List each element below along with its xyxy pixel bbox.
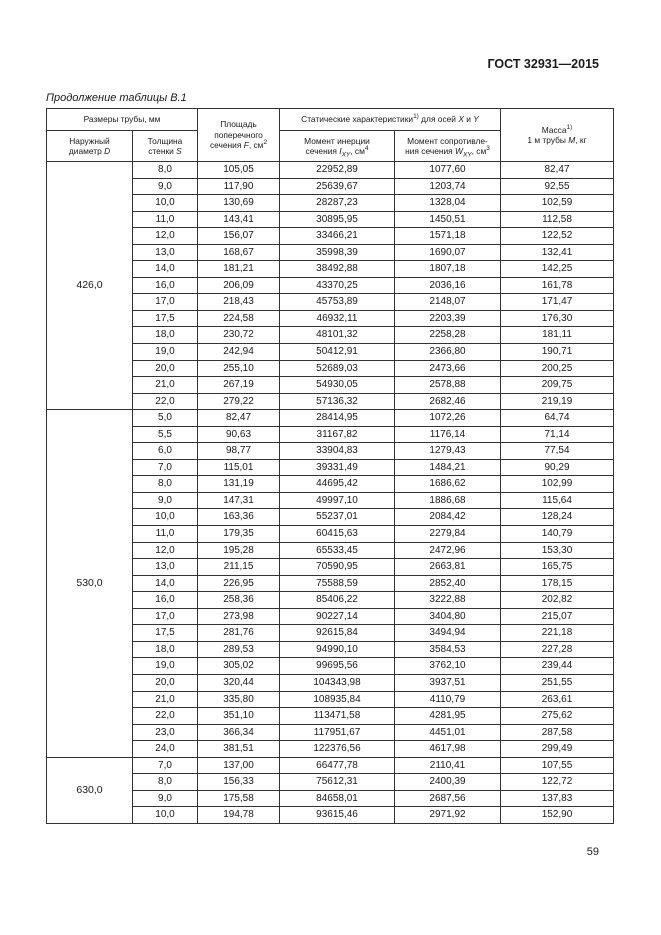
cell-inertia: 28414,95 — [280, 410, 395, 427]
cell-inertia: 33466,21 — [280, 228, 395, 245]
cell-area: 147,31 — [198, 492, 280, 509]
cell-area: 156,07 — [198, 228, 280, 245]
cell-inertia: 48101,32 — [280, 327, 395, 344]
cell-wall-thickness: 20,0 — [133, 360, 198, 377]
cell-modulus: 3937,51 — [395, 674, 501, 691]
cell-inertia: 94990,10 — [280, 641, 395, 658]
cell-outer-diameter: 630,0 — [47, 757, 133, 823]
header-axis-x: X — [458, 114, 464, 125]
cell-mass: 64,74 — [501, 410, 614, 427]
header-wall-thickness — [133, 131, 198, 162]
header-modulus-line1: Момент сопротивле- — [407, 135, 488, 146]
cell-inertia: 57136,32 — [280, 393, 395, 410]
cell-wall-thickness: 10,0 — [133, 195, 198, 212]
table-row — [47, 410, 614, 427]
cell-inertia: 35998,39 — [280, 244, 395, 261]
cell-mass: 178,15 — [501, 575, 614, 592]
cell-wall-thickness: 17,0 — [133, 608, 198, 625]
header-mass-unit: , кг — [575, 135, 587, 145]
cell-wall-thickness: 14,0 — [133, 261, 198, 278]
cell-modulus: 4110,79 — [395, 691, 501, 708]
header-static-axes: для осей — [418, 114, 459, 125]
header-modulus-symbol: W — [455, 146, 463, 156]
cell-modulus: 1279,43 — [395, 443, 501, 460]
cell-wall-thickness: 8,0 — [133, 774, 198, 791]
cell-area: 281,76 — [198, 625, 280, 642]
table-row — [47, 294, 614, 311]
cell-modulus: 2110,41 — [395, 757, 501, 774]
table-row — [47, 708, 614, 725]
cell-area: 230,72 — [198, 327, 280, 344]
header-area — [198, 109, 280, 162]
cell-area: 82,47 — [198, 410, 280, 427]
cell-wall-thickness: 22,0 — [133, 393, 198, 410]
cell-area: 351,10 — [198, 708, 280, 725]
header-inertia-line1: Момент инерции — [304, 135, 370, 146]
cell-inertia: 75588,59 — [280, 575, 395, 592]
cell-mass: 215,07 — [501, 608, 614, 625]
cell-mass: 165,75 — [501, 559, 614, 576]
header-inertia-symbol: I — [339, 146, 342, 156]
table-row — [47, 625, 614, 642]
cell-modulus: 2148,07 — [395, 294, 501, 311]
cell-wall-thickness: 16,0 — [133, 277, 198, 294]
document-code: ГОСТ 32931—2015 — [487, 57, 599, 71]
table-row — [47, 790, 614, 807]
cell-modulus: 1077,60 — [395, 162, 501, 179]
cell-mass: 152,90 — [501, 807, 614, 824]
cell-area: 179,35 — [198, 526, 280, 543]
cell-inertia: 39331,49 — [280, 459, 395, 476]
cell-modulus: 1571,18 — [395, 228, 501, 245]
table-row — [47, 559, 614, 576]
table-row — [47, 641, 614, 658]
table-row — [47, 542, 614, 559]
cell-modulus: 2472,96 — [395, 542, 501, 559]
header-modulus-line2: ния сечения — [405, 146, 453, 156]
table-row — [47, 178, 614, 195]
table-row — [47, 393, 614, 410]
header-inertia-unit: , см — [350, 146, 365, 156]
table-row — [47, 691, 614, 708]
header-outer-diameter-symbol: D — [104, 146, 111, 156]
cell-wall-thickness: 17,0 — [133, 294, 198, 311]
cell-area: 90,63 — [198, 426, 280, 443]
cell-area: 175,58 — [198, 790, 280, 807]
header-mass-symbol: M — [568, 135, 576, 145]
cell-inertia: 33904,83 — [280, 443, 395, 460]
cell-modulus: 2366,80 — [395, 344, 501, 361]
header-mass-footnote: 1) — [566, 123, 573, 131]
cell-inertia: 93615,46 — [280, 807, 395, 824]
cell-wall-thickness: 18,0 — [133, 641, 198, 658]
table-row — [47, 244, 614, 261]
cell-mass: 200,25 — [501, 360, 614, 377]
cell-inertia: 65533,45 — [280, 542, 395, 559]
table-row — [47, 476, 614, 493]
cell-inertia: 54930,05 — [280, 377, 395, 394]
cell-area: 105,05 — [198, 162, 280, 179]
cell-mass: 171,47 — [501, 294, 614, 311]
table-row — [47, 509, 614, 526]
cell-modulus: 2084,42 — [395, 509, 501, 526]
cell-modulus: 1072,26 — [395, 410, 501, 427]
cell-wall-thickness: 19,0 — [133, 344, 198, 361]
cell-area: 242,94 — [198, 344, 280, 361]
cell-modulus: 2687,56 — [395, 790, 501, 807]
cell-area: 289,53 — [198, 641, 280, 658]
cell-modulus: 2473,66 — [395, 360, 501, 377]
cell-modulus: 2036,16 — [395, 277, 501, 294]
table-row — [47, 344, 614, 361]
header-inertia — [280, 131, 395, 162]
table-row — [47, 774, 614, 791]
cell-wall-thickness: 9,0 — [133, 790, 198, 807]
header-axis-y: Y — [473, 114, 479, 125]
cell-wall-thickness: 8,0 — [133, 162, 198, 179]
cell-wall-thickness: 23,0 — [133, 724, 198, 741]
cell-mass: 122,72 — [501, 774, 614, 791]
cell-modulus: 1686,62 — [395, 476, 501, 493]
header-outer-diameter-line1: Наружный — [69, 135, 110, 146]
cell-mass: 263,61 — [501, 691, 614, 708]
cell-wall-thickness: 5,0 — [133, 410, 198, 427]
cell-inertia: 70590,95 — [280, 559, 395, 576]
cell-mass: 112,58 — [501, 211, 614, 228]
cell-wall-thickness: 9,0 — [133, 492, 198, 509]
cell-mass: 71,14 — [501, 426, 614, 443]
page-number: 59 — [586, 846, 599, 858]
cell-modulus: 3494,94 — [395, 625, 501, 642]
cell-mass: 142,25 — [501, 261, 614, 278]
cell-mass: 92,55 — [501, 178, 614, 195]
cell-mass: 299,49 — [501, 741, 614, 758]
cell-inertia: 104343,98 — [280, 674, 395, 691]
cell-area: 320,44 — [198, 674, 280, 691]
cell-modulus: 1484,21 — [395, 459, 501, 476]
cell-area: 305,02 — [198, 658, 280, 675]
table-row — [47, 592, 614, 609]
cell-inertia: 92615,84 — [280, 625, 395, 642]
header-static-label: Статические характеристики — [301, 114, 414, 125]
cell-area: 381,51 — [198, 741, 280, 758]
cell-inertia: 22952,89 — [280, 162, 395, 179]
header-axis-and: и — [463, 114, 474, 125]
cell-mass: 275,62 — [501, 708, 614, 725]
header-wall-thickness-line2: стенки — [148, 146, 174, 156]
header-outer-diameter — [47, 131, 133, 162]
table-row — [47, 228, 614, 245]
table-row — [47, 443, 614, 460]
table-row — [47, 377, 614, 394]
cell-wall-thickness: 12,0 — [133, 228, 198, 245]
cell-modulus: 3222,88 — [395, 592, 501, 609]
cell-mass: 251,55 — [501, 674, 614, 691]
header-static — [280, 109, 501, 131]
cell-inertia: 117951,67 — [280, 724, 395, 741]
header-area-unit: , см — [248, 140, 264, 151]
table-row — [47, 807, 614, 824]
cell-modulus: 1203,74 — [395, 178, 501, 195]
cell-inertia: 25639,67 — [280, 178, 395, 195]
cell-mass: 202,82 — [501, 592, 614, 609]
cell-area: 335,80 — [198, 691, 280, 708]
pipe-properties-table — [46, 108, 614, 824]
header-wall-thickness-line1: Толщина — [147, 135, 183, 146]
cell-wall-thickness: 11,0 — [133, 211, 198, 228]
cell-area: 195,28 — [198, 542, 280, 559]
cell-wall-thickness: 13,0 — [133, 559, 198, 576]
cell-inertia: 99695,56 — [280, 658, 395, 675]
cell-mass: 77,54 — [501, 443, 614, 460]
cell-area: 117,90 — [198, 178, 280, 195]
header-mass-line2: 1 м трубы — [527, 135, 569, 145]
header-modulus-unit: , см — [471, 146, 487, 156]
header-inertia-exponent: 4 — [364, 145, 369, 153]
header-pipe-sizes: Размеры трубы, мм — [47, 109, 198, 131]
cell-wall-thickness: 6,0 — [133, 443, 198, 460]
cell-mass: 137,83 — [501, 790, 614, 807]
cell-modulus: 1450,51 — [395, 211, 501, 228]
cell-wall-thickness: 13,0 — [133, 244, 198, 261]
cell-area: 181,21 — [198, 261, 280, 278]
cell-modulus: 1690,07 — [395, 244, 501, 261]
table-row — [47, 608, 614, 625]
header-mass — [501, 109, 614, 162]
table-row — [47, 674, 614, 691]
table-row — [47, 277, 614, 294]
cell-area: 143,41 — [198, 211, 280, 228]
cell-wall-thickness: 17,5 — [133, 310, 198, 327]
cell-mass: 209,75 — [501, 377, 614, 394]
cell-wall-thickness: 7,0 — [133, 459, 198, 476]
cell-mass: 102,99 — [501, 476, 614, 493]
cell-mass: 102,59 — [501, 195, 614, 212]
cell-modulus: 2400,39 — [395, 774, 501, 791]
cell-area: 218,43 — [198, 294, 280, 311]
cell-mass: 287,58 — [501, 724, 614, 741]
table-row — [47, 575, 614, 592]
cell-mass: 239,44 — [501, 658, 614, 675]
cell-mass: 190,71 — [501, 344, 614, 361]
cell-area: 366,34 — [198, 724, 280, 741]
table-row — [47, 658, 614, 675]
cell-wall-thickness: 5,5 — [133, 426, 198, 443]
cell-inertia: 43370,25 — [280, 277, 395, 294]
cell-modulus: 2663,81 — [395, 559, 501, 576]
cell-area: 267,19 — [198, 377, 280, 394]
cell-wall-thickness: 22,0 — [133, 708, 198, 725]
cell-inertia: 28287,23 — [280, 195, 395, 212]
cell-inertia: 50412,91 — [280, 344, 395, 361]
cell-modulus: 4617,98 — [395, 741, 501, 758]
cell-area: 258,36 — [198, 592, 280, 609]
cell-outer-diameter: 426,0 — [47, 162, 133, 410]
cell-wall-thickness: 12,0 — [133, 542, 198, 559]
cell-area: 156,33 — [198, 774, 280, 791]
table-row — [47, 741, 614, 758]
cell-wall-thickness: 8,0 — [133, 476, 198, 493]
header-area-symbol: F — [243, 140, 249, 151]
cell-mass: 82,47 — [501, 162, 614, 179]
table-header — [47, 109, 614, 162]
cell-inertia: 38492,88 — [280, 261, 395, 278]
cell-inertia: 30895,95 — [280, 211, 395, 228]
table-row — [47, 310, 614, 327]
cell-modulus: 4281,95 — [395, 708, 501, 725]
cell-mass: 90,29 — [501, 459, 614, 476]
header-outer-diameter-line2: диаметр — [68, 146, 102, 156]
cell-inertia: 55237,01 — [280, 509, 395, 526]
cell-wall-thickness: 18,0 — [133, 327, 198, 344]
cell-area: 194,78 — [198, 807, 280, 824]
cell-wall-thickness: 17,5 — [133, 625, 198, 642]
cell-modulus: 2279,84 — [395, 526, 501, 543]
cell-wall-thickness: 19,0 — [133, 658, 198, 675]
cell-modulus: 2682,46 — [395, 393, 501, 410]
header-area-line1: Площадь — [220, 119, 257, 130]
cell-wall-thickness: 10,0 — [133, 509, 198, 526]
table-caption: Продолжение таблицы В.1 — [46, 92, 187, 104]
table-row — [47, 757, 614, 774]
cell-inertia: 75612,31 — [280, 774, 395, 791]
cell-area: 168,67 — [198, 244, 280, 261]
cell-mass: 122,52 — [501, 228, 614, 245]
cell-inertia: 122376,56 — [280, 741, 395, 758]
cell-modulus: 2578,88 — [395, 377, 501, 394]
cell-modulus: 2852,40 — [395, 575, 501, 592]
cell-area: 224,58 — [198, 310, 280, 327]
cell-inertia: 90227,14 — [280, 608, 395, 625]
cell-inertia: 45753,89 — [280, 294, 395, 311]
cell-wall-thickness: 20,0 — [133, 674, 198, 691]
cell-modulus: 3584,53 — [395, 641, 501, 658]
cell-mass: 221,18 — [501, 625, 614, 642]
cell-modulus: 1328,04 — [395, 195, 501, 212]
header-modulus-exponent: 3 — [486, 145, 490, 153]
cell-wall-thickness: 16,0 — [133, 592, 198, 609]
header-area-exponent: 2 — [263, 139, 268, 147]
table-row — [47, 492, 614, 509]
header-modulus-subscript: XY — [462, 151, 472, 159]
header-area-line3: сечения — [209, 140, 242, 151]
cell-wall-thickness: 14,0 — [133, 575, 198, 592]
cell-mass: 132,41 — [501, 244, 614, 261]
cell-mass: 115,64 — [501, 492, 614, 509]
cell-area: 279,22 — [198, 393, 280, 410]
cell-area: 226,95 — [198, 575, 280, 592]
cell-mass: 181,11 — [501, 327, 614, 344]
cell-wall-thickness: 9,0 — [133, 178, 198, 195]
cell-inertia: 108935,84 — [280, 691, 395, 708]
cell-area: 137,00 — [198, 757, 280, 774]
cell-area: 255,10 — [198, 360, 280, 377]
cell-inertia: 66477,78 — [280, 757, 395, 774]
cell-area: 211,15 — [198, 559, 280, 576]
cell-area: 98,77 — [198, 443, 280, 460]
cell-inertia: 52689,03 — [280, 360, 395, 377]
table-body — [47, 162, 614, 824]
table-row — [47, 211, 614, 228]
cell-modulus: 2258,28 — [395, 327, 501, 344]
cell-mass: 140,79 — [501, 526, 614, 543]
cell-inertia: 49997,10 — [280, 492, 395, 509]
cell-mass: 176,30 — [501, 310, 614, 327]
cell-inertia: 60415,63 — [280, 526, 395, 543]
cell-outer-diameter: 530,0 — [47, 410, 133, 757]
cell-inertia: 113471,58 — [280, 708, 395, 725]
cell-modulus: 3404,80 — [395, 608, 501, 625]
header-static-footnote: 1) — [413, 113, 419, 121]
cell-modulus: 4451,01 — [395, 724, 501, 741]
cell-area: 130,69 — [198, 195, 280, 212]
cell-mass: 107,55 — [501, 757, 614, 774]
table-row — [47, 459, 614, 476]
table-row — [47, 360, 614, 377]
table-row — [47, 426, 614, 443]
table-row — [47, 724, 614, 741]
cell-mass: 153,30 — [501, 542, 614, 559]
table-row — [47, 327, 614, 344]
cell-inertia: 84658,01 — [280, 790, 395, 807]
cell-wall-thickness: 11,0 — [133, 526, 198, 543]
cell-modulus: 3762,10 — [395, 658, 501, 675]
cell-modulus: 2203,39 — [395, 310, 501, 327]
table-row — [47, 195, 614, 212]
cell-mass: 219,19 — [501, 393, 614, 410]
table-row — [47, 526, 614, 543]
cell-inertia: 46932,11 — [280, 310, 395, 327]
cell-inertia: 85406,22 — [280, 592, 395, 609]
cell-area: 273,98 — [198, 608, 280, 625]
cell-modulus: 2971,92 — [395, 807, 501, 824]
table-row — [47, 162, 614, 179]
cell-modulus: 1176,14 — [395, 426, 501, 443]
cell-wall-thickness: 21,0 — [133, 691, 198, 708]
cell-mass: 227,28 — [501, 641, 614, 658]
cell-area: 206,09 — [198, 277, 280, 294]
header-inertia-line2: сечения — [305, 146, 337, 156]
cell-inertia: 44695,42 — [280, 476, 395, 493]
cell-wall-thickness: 24,0 — [133, 741, 198, 758]
cell-area: 131,19 — [198, 476, 280, 493]
header-mass-label: Масса — [541, 124, 567, 135]
cell-modulus: 1807,18 — [395, 261, 501, 278]
cell-area: 115,01 — [198, 459, 280, 476]
cell-modulus: 1886,68 — [395, 492, 501, 509]
header-modulus — [395, 131, 501, 162]
cell-wall-thickness: 10,0 — [133, 807, 198, 824]
header-area-line2: поперечного — [214, 129, 263, 140]
cell-wall-thickness: 21,0 — [133, 377, 198, 394]
header-wall-thickness-symbol: S — [176, 146, 182, 156]
cell-area: 163,36 — [198, 509, 280, 526]
cell-inertia: 31167,82 — [280, 426, 395, 443]
cell-mass: 161,78 — [501, 277, 614, 294]
table-row — [47, 261, 614, 278]
cell-wall-thickness: 7,0 — [133, 757, 198, 774]
header-inertia-subscript: XY — [341, 151, 351, 159]
cell-mass: 128,24 — [501, 509, 614, 526]
